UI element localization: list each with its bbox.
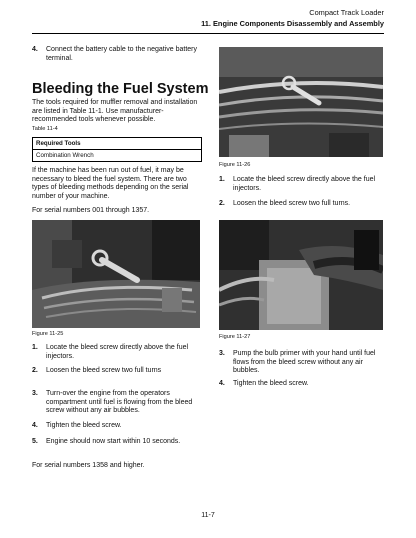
engine-photo-top-right [219, 47, 383, 157]
step-number: 2. [32, 367, 38, 374]
intro-paragraph: The tools required for muffler removal and installation are listed in Table 11-1. Use manufacturer-recommended tools whenever possible. [32, 99, 198, 124]
step-text: Turn-over the engine from the operators compartment until fuel is flowing from the bleed screw without any air bubbles. [46, 390, 193, 415]
step-number: 4. [219, 380, 225, 387]
step-number: 3. [219, 350, 225, 357]
left-step-1 [32, 344, 202, 361]
figure-11-27-caption: Figure 11-27 [219, 334, 251, 340]
step-number: 4. [32, 46, 38, 53]
step-number: 1. [219, 176, 225, 183]
table-label: Table 11-4 [32, 126, 58, 132]
step-text: Loosen the bleed screw two full turns. [233, 200, 351, 207]
table-header-row [33, 138, 202, 150]
figure-11-26-caption: Figure 11-26 [219, 162, 251, 168]
step-text: Engine should now start within 10 seconds. [46, 438, 181, 445]
figure-11-27-photo [219, 220, 383, 330]
step-text: Connect the battery cable to the negative battery terminal. [46, 46, 197, 62]
header-chapter: 11. Engine Components Disassembly and Assembly [201, 19, 384, 28]
header-product: Compact Track Loader [309, 8, 384, 17]
required-tools-table [32, 137, 202, 162]
serial-range-b: For serial numbers 1358 and higher. [32, 462, 145, 469]
step-text: Tighten the bleed screw. [46, 422, 122, 429]
step-text: Locate the bleed screw directly above the fuel injectors. [46, 344, 189, 360]
left-step-5 [32, 438, 202, 447]
table-row [33, 150, 202, 162]
right-step-2 [219, 200, 384, 209]
step-text: Tighten the bleed screw. [233, 380, 309, 387]
step-text: Pump the bulb primer with your hand until fuel flows from the bleed screw without any air bubbles. [233, 350, 376, 375]
table-cell: Combination Wrench [33, 150, 202, 162]
left-step-3 [32, 390, 197, 416]
page-number: 11-7 [201, 512, 215, 519]
figure-11-25-photo [32, 220, 200, 328]
figure-11-26-photo [219, 47, 383, 157]
engine-photo-hand-primer [219, 220, 383, 330]
figure-11-25-caption: Figure 11-25 [32, 331, 64, 337]
table-header-cell: Required Tools [33, 138, 202, 150]
step-number: 2. [219, 200, 225, 207]
step-number: 1. [32, 344, 38, 351]
left-step-2 [32, 367, 202, 376]
step-connect-battery [32, 46, 202, 63]
step-number: 5. [32, 438, 38, 445]
step-number: 3. [32, 390, 38, 397]
engine-photo-left [32, 220, 200, 328]
serial-range-a: For serial numbers 001 through 1357. [32, 207, 150, 214]
left-step-4 [32, 422, 202, 431]
step-number: 4. [32, 422, 38, 429]
step-text: Loosen the bleed screw two full turns [46, 367, 162, 374]
right-step-4 [219, 380, 384, 389]
section-title: Bleeding the Fuel System [32, 81, 209, 97]
methods-paragraph: If the machine has been run out of fuel, it may be necessary to bleed the fuel system. There are two types of bleeding methods depending on the serial number of your machine. [32, 167, 189, 200]
right-step-3 [219, 350, 384, 376]
header-rule [32, 33, 384, 34]
step-text: Locate the bleed screw directly above the fuel injectors. [233, 176, 376, 192]
right-step-1 [219, 176, 384, 193]
